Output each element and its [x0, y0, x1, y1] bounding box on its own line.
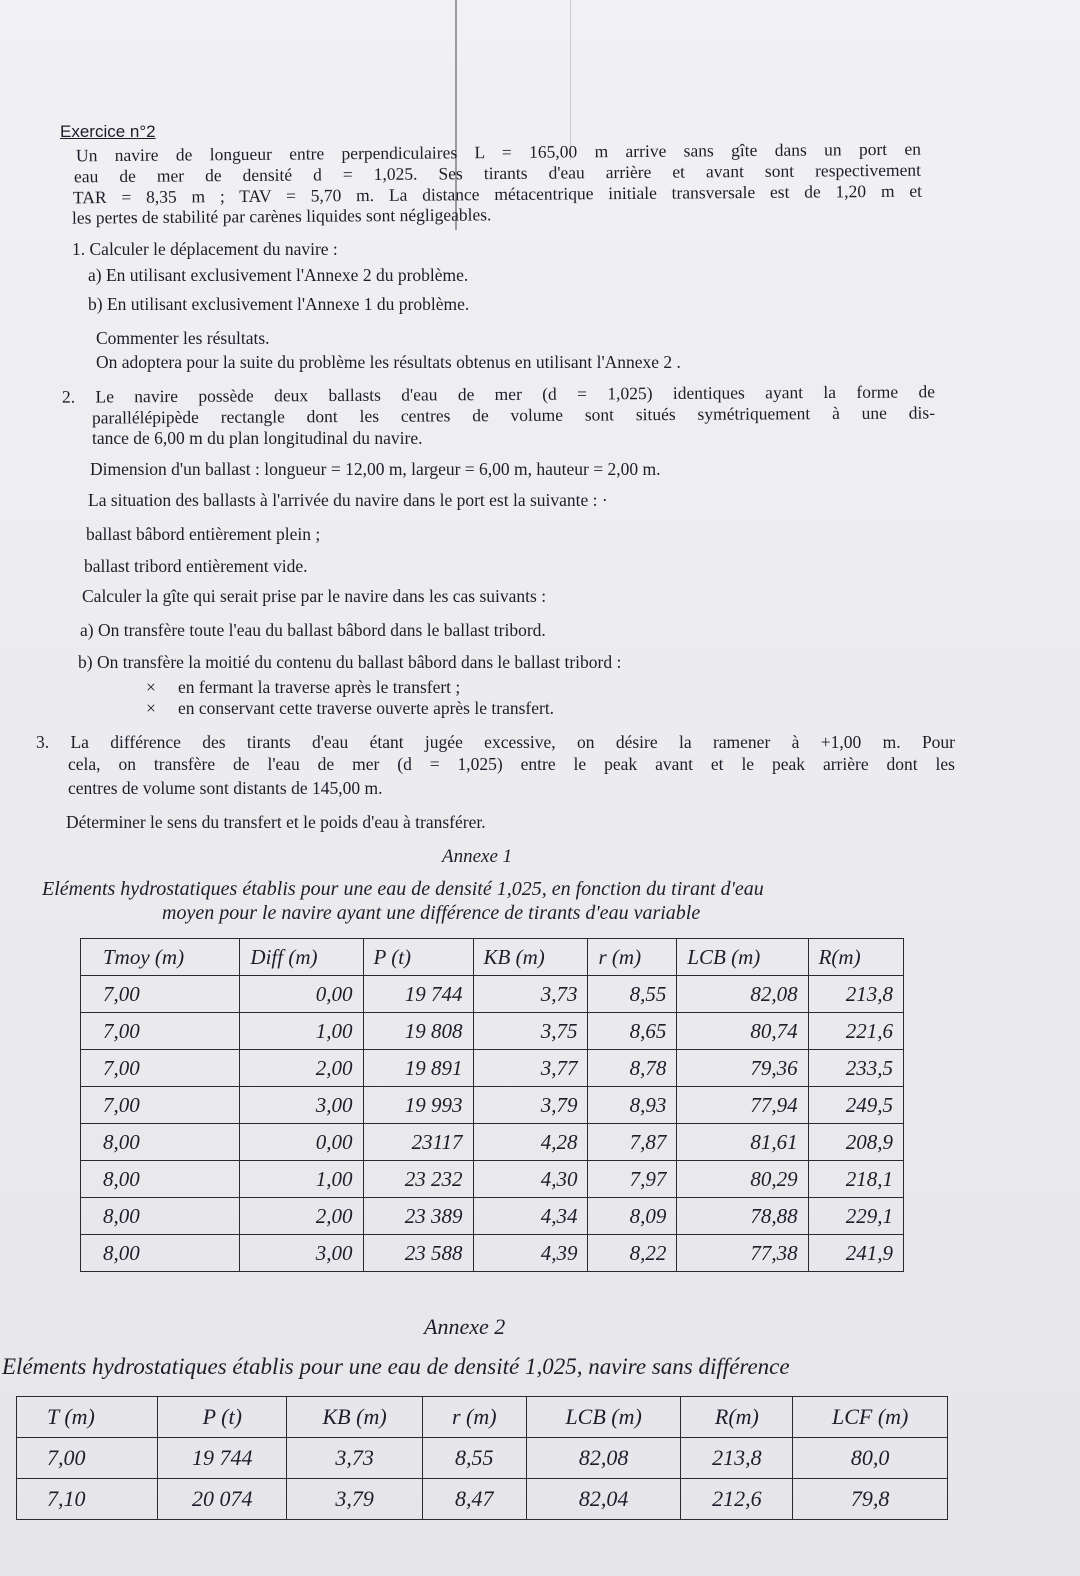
table-cell: 19 891 — [363, 1050, 473, 1087]
exercise-title: Exercice n°2 — [60, 122, 156, 141]
column-header: P (t) — [363, 939, 473, 976]
table-cell: 249,5 — [808, 1087, 903, 1124]
table-cell: 20 074 — [158, 1479, 287, 1520]
table-cell: 221,6 — [808, 1013, 903, 1050]
annex2-caption: Eléments hydrostatiques établis pour une eau de densité 1,025, navire sans différence — [2, 1354, 790, 1379]
table-cell: 3,73 — [473, 976, 588, 1013]
table-cell: 77,38 — [677, 1235, 808, 1272]
table-cell: 7,00 — [17, 1438, 158, 1479]
table-cell: 1,00 — [240, 1161, 363, 1198]
table-cell: 8,00 — [81, 1235, 240, 1272]
table-cell: 3,00 — [240, 1235, 363, 1272]
table-row — [81, 1087, 904, 1124]
table-cell: 4,28 — [473, 1124, 588, 1161]
port-ballast: ballast bâbord entièrement plein ; — [86, 524, 321, 544]
question-1: 1. Calculer le déplacement du navire : — [72, 239, 338, 259]
table-cell: 233,5 — [808, 1050, 903, 1087]
table-cell: 8,00 — [81, 1161, 240, 1198]
table-cell: 8,93 — [588, 1087, 677, 1124]
table-cell: 23 588 — [363, 1235, 473, 1272]
table-row — [17, 1438, 948, 1479]
table-row — [17, 1479, 948, 1520]
table-cell: 8,00 — [81, 1198, 240, 1235]
table-row — [81, 1013, 904, 1050]
annex2-table — [16, 1396, 948, 1520]
table-cell: 23 389 — [363, 1198, 473, 1235]
table-cell: 23 232 — [363, 1161, 473, 1198]
paper-fold — [570, 0, 571, 160]
table-cell: 77,94 — [677, 1087, 808, 1124]
table-cell: 7,97 — [588, 1161, 677, 1198]
table-cell: 80,29 — [677, 1161, 808, 1198]
column-header: R(m) — [681, 1397, 793, 1438]
table-cell: 82,08 — [526, 1438, 681, 1479]
question-1b: b) En utilisant exclusivement l'Annexe 1 du problème. — [88, 294, 470, 314]
table-cell: 8,55 — [422, 1438, 526, 1479]
annex1-heading: Annexe 1 — [442, 846, 513, 867]
ballast-dimension: Dimension d'un ballast : longueur = 12,00 m, largeur = 6,00 m, hauteur = 2,00 m. — [90, 459, 661, 479]
table-cell: 208,9 — [808, 1124, 903, 1161]
intro-line: Un navire de longueur entre perpendiculaires L = 165,00 m arrive sans gîte dans un port en — [75, 138, 922, 166]
question-2: parallélépipède rectangle dont les centres de volume sont situés symétriquement à une dis- — [91, 402, 936, 428]
column-header: LCF (m) — [793, 1397, 948, 1438]
table-cell: 8,78 — [588, 1050, 677, 1087]
column-header: r (m) — [588, 939, 677, 976]
column-header: KB (m) — [473, 939, 588, 976]
intro-line: les pertes de stabilité par carènes liquides sont négligeables. — [71, 204, 492, 228]
table-cell: 3,75 — [473, 1013, 588, 1050]
table-row — [81, 1198, 904, 1235]
table-row — [81, 976, 904, 1013]
question-3: cela, on transfère de l'eau de mer (d = 1,025) entre le peak avant et le peak arrière dont les — [68, 754, 955, 774]
column-header: Tmoy (m) — [81, 939, 240, 976]
table-cell: 19 993 — [363, 1087, 473, 1124]
column-header: KB (m) — [287, 1397, 422, 1438]
bullet-mark: × — [146, 677, 156, 697]
annex1-caption: moyen pour le navire ayant une différence de tirants d'eau variable — [162, 902, 701, 924]
column-header: LCB (m) — [677, 939, 808, 976]
table-cell: 82,08 — [677, 976, 808, 1013]
table-cell: 4,39 — [473, 1235, 588, 1272]
table-cell: 3,79 — [287, 1479, 422, 1520]
bullet-item: en fermant la traverse après le transfert ; — [178, 677, 461, 697]
table-cell: 7,00 — [81, 1050, 240, 1087]
question-2: 2. Le navire possède deux ballasts d'eau de mer (d = 1,025) identiques ayant la forme de — [61, 381, 936, 407]
table-cell: 80,0 — [793, 1438, 948, 1479]
table-cell: 0,00 — [240, 976, 363, 1013]
table-row — [81, 1050, 904, 1087]
table-cell: 7,10 — [17, 1479, 158, 1520]
annex2-heading: Annexe 2 — [424, 1314, 506, 1339]
column-header: Diff (m) — [240, 939, 363, 976]
table-cell: 80,74 — [677, 1013, 808, 1050]
question-3: 3. La différence des tirants d'eau étant jugée excessive, on désire la ramener à +1,00 m. Pour — [36, 732, 955, 752]
table-cell: 82,04 — [526, 1479, 681, 1520]
table-cell: 3,77 — [473, 1050, 588, 1087]
table-cell: 4,30 — [473, 1161, 588, 1198]
table-cell: 213,8 — [681, 1438, 793, 1479]
question-2a: a) On transfère toute l'eau du ballast bâbord dans le ballast tribord. — [80, 620, 546, 640]
table-cell: 8,00 — [81, 1124, 240, 1161]
table-cell: 7,87 — [588, 1124, 677, 1161]
bullet-mark: × — [146, 698, 156, 718]
table-header-row — [17, 1397, 948, 1438]
column-header: R(m) — [808, 939, 903, 976]
ballast-situation: La situation des ballasts à l'arrivée du navire dans le port est la suivante : · — [88, 490, 608, 510]
intro-line: TAR = 8,35 m ; TAV = 5,70 m. La distance métacentrique initiale transversale est de 1,20 m et — [72, 180, 923, 208]
table-cell: 81,61 — [677, 1124, 808, 1161]
table-row — [81, 1124, 904, 1161]
table-cell: 19 744 — [363, 976, 473, 1013]
table-cell: 1,00 — [240, 1013, 363, 1050]
table-cell: 19 744 — [158, 1438, 287, 1479]
table-cell: 7,00 — [81, 1013, 240, 1050]
adopt-text: On adoptera pour la suite du problème les résultats obtenus en utilisant l'Annexe 2 . — [96, 352, 681, 372]
table-cell: 8,09 — [588, 1198, 677, 1235]
table-cell: 8,55 — [588, 976, 677, 1013]
table-cell: 212,6 — [681, 1479, 793, 1520]
table-cell: 7,00 — [81, 1087, 240, 1124]
annex1-caption: Eléments hydrostatiques établis pour une eau de densité 1,025, en fonction du tirant d'eau — [42, 878, 764, 900]
intro-line: eau de mer de densité d = 1,025. Ses tirants d'eau arrière et avant sont respectivement — [73, 159, 922, 187]
table-cell: 8,65 — [588, 1013, 677, 1050]
table-cell: 3,73 — [287, 1438, 422, 1479]
bullet-item: en conservant cette traverse ouverte après le transfert. — [178, 698, 555, 718]
table-cell: 241,9 — [808, 1235, 903, 1272]
table-cell: 4,34 — [473, 1198, 588, 1235]
table-cell: 7,00 — [81, 976, 240, 1013]
table-cell: 218,1 — [808, 1161, 903, 1198]
table-row — [81, 1161, 904, 1198]
table-cell: 3,00 — [240, 1087, 363, 1124]
table-cell: 0,00 — [240, 1124, 363, 1161]
table-cell: 213,8 — [808, 976, 903, 1013]
question-1a: a) En utilisant exclusivement l'Annexe 2 du problème. — [88, 265, 469, 285]
question-2: tance de 6,00 m du plan longitudinal du navire. — [92, 428, 423, 448]
table-cell: 2,00 — [240, 1198, 363, 1235]
table-cell: 78,88 — [677, 1198, 808, 1235]
comment-text: Commenter les résultats. — [96, 328, 270, 348]
table-cell: 79,36 — [677, 1050, 808, 1087]
annex1-table — [80, 938, 904, 1272]
question-3: centres de volume sont distants de 145,00 m. — [68, 778, 383, 798]
column-header: r (m) — [422, 1397, 526, 1438]
table-cell: 2,00 — [240, 1050, 363, 1087]
column-header: P (t) — [158, 1397, 287, 1438]
table-cell: 8,22 — [588, 1235, 677, 1272]
table-cell: 19 808 — [363, 1013, 473, 1050]
question-2b: b) On transfère la moitié du contenu du ballast bâbord dans le ballast tribord : — [78, 652, 622, 672]
table-cell: 229,1 — [808, 1198, 903, 1235]
column-header: LCB (m) — [526, 1397, 681, 1438]
table-row — [81, 1235, 904, 1272]
column-header: T (m) — [17, 1397, 158, 1438]
starboard-ballast: ballast tribord entièrement vide. — [84, 556, 308, 576]
determine-text: Déterminer le sens du transfert et le poids d'eau à transférer. — [66, 812, 486, 832]
table-cell: 79,8 — [793, 1479, 948, 1520]
table-header-row — [81, 939, 904, 976]
table-cell: 8,47 — [422, 1479, 526, 1520]
table-cell: 23117 — [363, 1124, 473, 1161]
list-question: Calculer la gîte qui serait prise par le navire dans les cas suivants : — [82, 586, 547, 606]
table-cell: 3,79 — [473, 1087, 588, 1124]
